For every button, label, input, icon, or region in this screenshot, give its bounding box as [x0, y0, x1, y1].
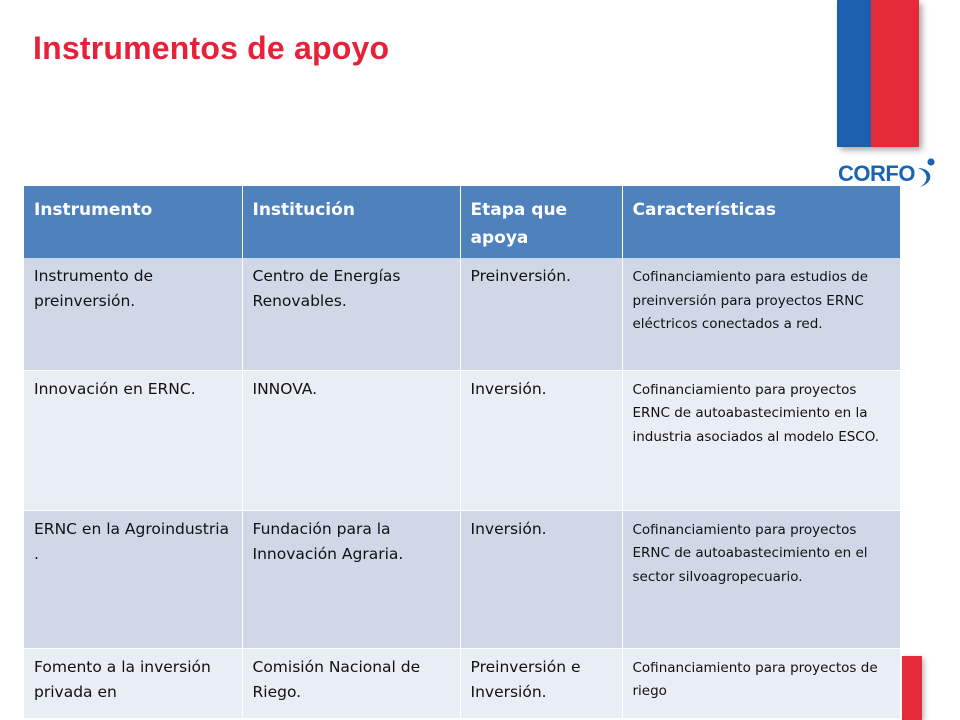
table-row [24, 258, 900, 370]
cell-institution: Comisión Nacional de Riego. [242, 648, 460, 718]
cell-features: Cofinanciamiento para proyectos ERNC de autoabastecimiento en el sector silvoagropecuario. [622, 510, 900, 648]
bottom-flag-graphic [902, 656, 922, 720]
table-row [24, 510, 900, 648]
cell-stage: Preinversión e Inversión. [460, 648, 622, 718]
corfo-logo-text: CORFO [838, 161, 915, 186]
flag-blue-stripe [837, 0, 871, 147]
header-institucion: Institución [242, 186, 460, 258]
cell-features: Cofinanciamiento para estudios de preinversión para proyectos ERNC eléctricos conectados a red. [622, 258, 900, 370]
table-row [24, 370, 900, 510]
cell-institution: Centro de Energías Renovables. [242, 258, 460, 370]
header-caracteristicas: Características [622, 186, 900, 258]
table-header-row [24, 186, 900, 258]
instruments-table [24, 186, 901, 719]
slide-title: Instrumentos de apoyo [33, 30, 390, 66]
corfo-logo-swoosh-icon [914, 156, 938, 190]
flag-red-stripe [871, 0, 919, 147]
cell-institution: Fundación para la Innovación Agraria. [242, 510, 460, 648]
header-instrumento: Instrumento [24, 186, 242, 258]
cell-instrument: Instrumento de preinversión. [24, 258, 242, 370]
cell-instrument: Fomento a la inversión privada en [24, 648, 242, 718]
cell-stage: Inversión. [460, 370, 622, 510]
cell-features: Cofinanciamiento para proyectos ERNC de autoabastecimiento en la industria asociados al modelo ESCO. [622, 370, 900, 510]
cell-features: Cofinanciamiento para proyectos de riego [622, 648, 900, 718]
cell-stage: Inversión. [460, 510, 622, 648]
table-row [24, 648, 900, 718]
corfo-logo [836, 156, 936, 190]
header-etapa: Etapa que apoya [460, 186, 622, 258]
chile-flag-graphic [837, 0, 919, 147]
cell-stage: Preinversión. [460, 258, 622, 370]
cell-instrument: Innovación en ERNC. [24, 370, 242, 510]
cell-instrument: ERNC en la Agroindustria . [24, 510, 242, 648]
cell-institution: INNOVA. [242, 370, 460, 510]
